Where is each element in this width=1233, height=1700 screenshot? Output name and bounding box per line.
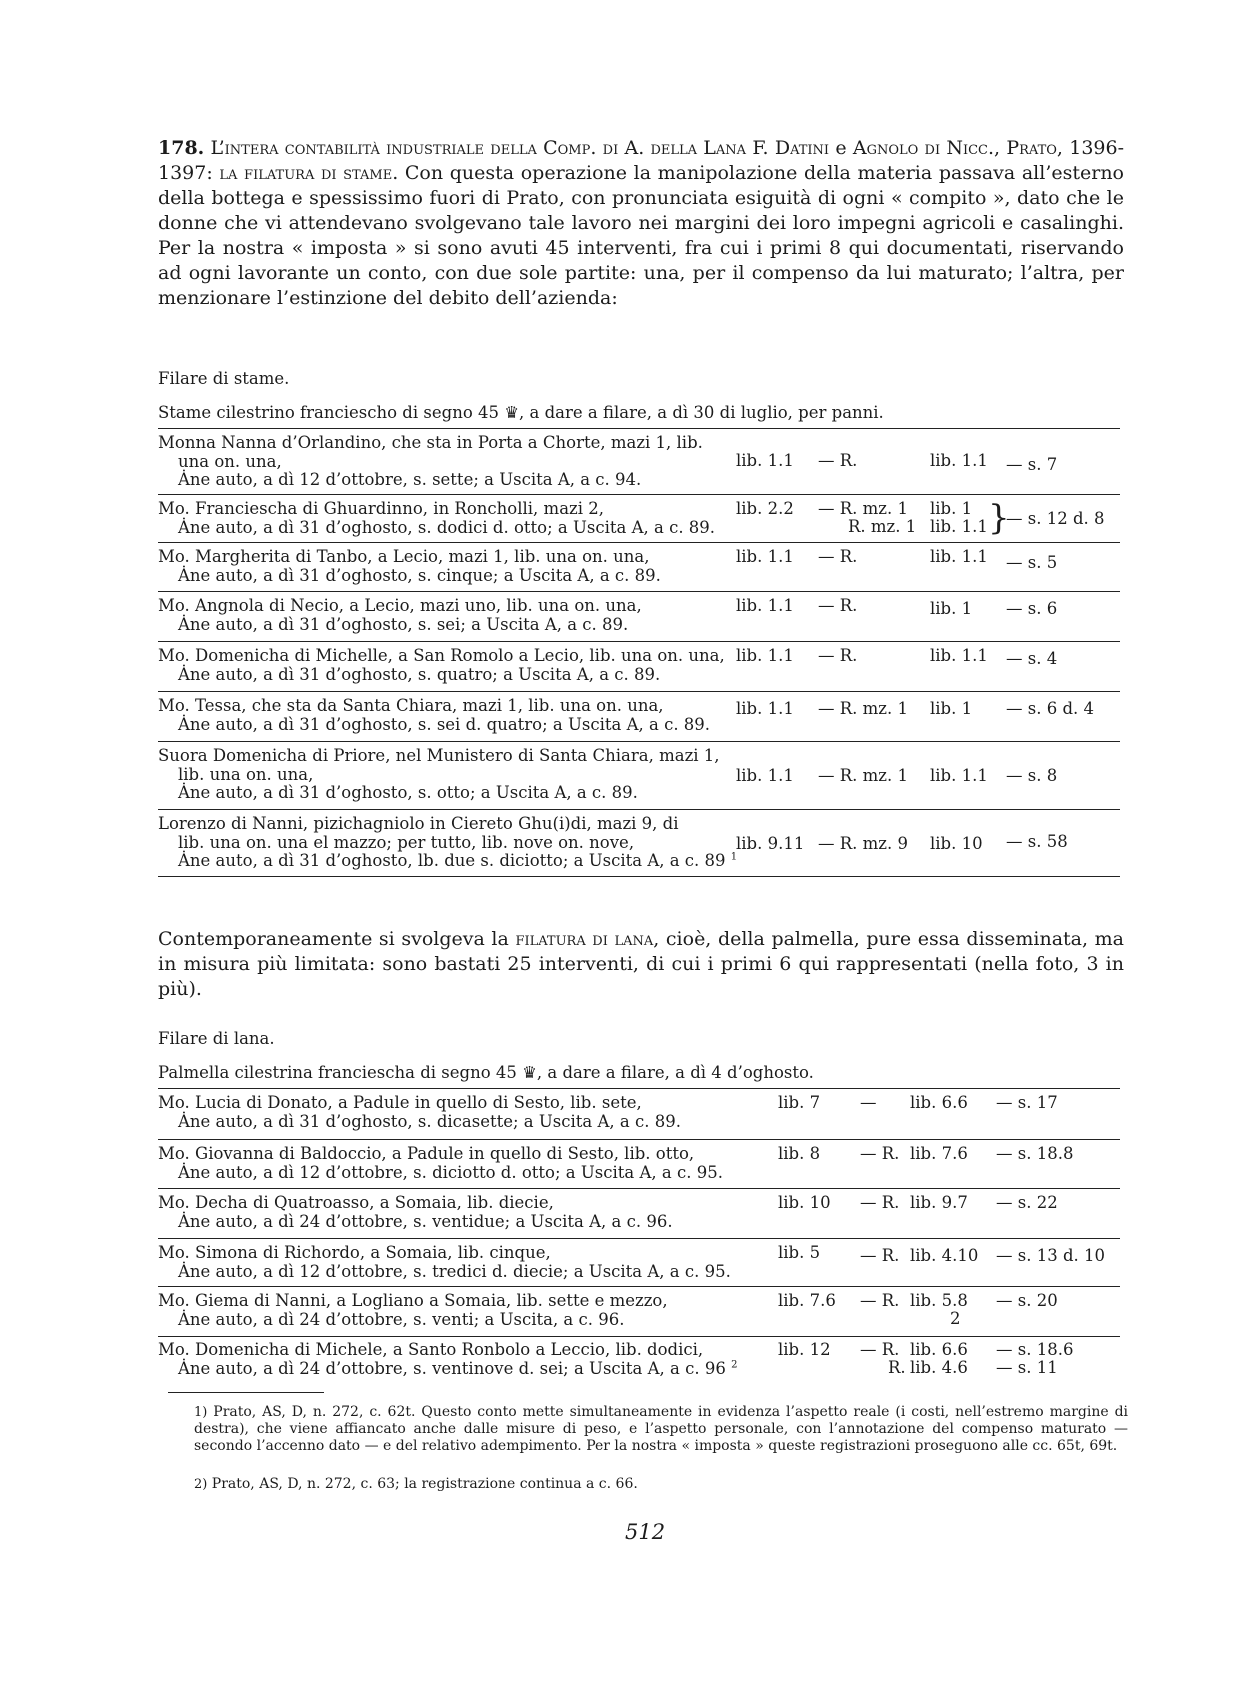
- body-paragraph: [158, 927, 1124, 1002]
- brace-icon: }: [988, 498, 1010, 538]
- entry-return: R. mz. 1: [848, 517, 917, 536]
- entry-line: Lorenzo di Nanni, pizichagniolo in Ciereto Ghu(i)di, mazi 9, di: [158, 814, 679, 833]
- ledger-entry: [158, 434, 1120, 490]
- entry-line: Ȧne auto, a dì 31 d’oghosto, s. sei d. quatro; a Uscita A, a c. 89.: [178, 714, 711, 734]
- entry-payment: — s. 22: [996, 1193, 1058, 1212]
- divider: [158, 428, 1120, 429]
- entry-weight: lib. 4.10: [910, 1246, 979, 1265]
- entry-weight: lib. 1: [930, 699, 973, 718]
- divider: [158, 542, 1120, 543]
- entry-payment: — s. 7: [1006, 455, 1058, 474]
- entry-payment: — s. 13 d. 10: [996, 1246, 1105, 1265]
- entry-weight: lib. 1.1: [930, 517, 988, 536]
- entry-quantity: lib. 1.1: [736, 596, 794, 615]
- entry-quantity: lib. 1.1: [736, 547, 794, 566]
- entry-return: — R.: [860, 1291, 900, 1310]
- entry-line: Ȧne auto, a dì 31 d’oghosto, s. sei; a Uscita A, a c. 89.: [178, 614, 629, 634]
- ledger-entry: [158, 815, 1120, 871]
- entry-payment: — s. 6: [1006, 599, 1058, 618]
- entry-payment: — s. 11: [996, 1358, 1058, 1377]
- entry-quantity: lib. 2.2: [736, 499, 794, 518]
- entry-weight: lib. 4.6: [910, 1358, 968, 1377]
- entry-quantity: lib. 8: [778, 1144, 821, 1163]
- footnote-reference: 2: [731, 1359, 738, 1370]
- entry-line: Ȧne auto, a dì 31 d’oghosto, s. otto; a Uscita A, a c. 89.: [178, 783, 638, 802]
- entry-return: — R.: [818, 547, 858, 566]
- divider: [158, 1088, 1120, 1089]
- section1-subtitle: Stame cilestrino francieschо di segno 45 ♛, a dare a filare, a dì 30 di luglio, per panni.: [158, 403, 884, 422]
- ledger-entry: [158, 747, 1120, 803]
- entry-quantity: lib. 1.1: [736, 451, 794, 470]
- entry-return: — R. mz. 1: [818, 499, 908, 518]
- entry-line: Mo. Simona di Richordo, a Somaia, lib. cinque,: [158, 1243, 551, 1262]
- entry-weight: lib. 1.1: [930, 547, 988, 566]
- entry-line: lib. una on. una,: [178, 764, 314, 784]
- section-title-1: L’intera contabilità industriale della Comp. di A. della Lana F. Datini: [210, 137, 830, 159]
- footnote: [194, 1404, 1128, 1455]
- entry-line: Mo. Domenicha di Michele, a Santo Ronbolo a Leccio, lib. dodici,: [158, 1340, 704, 1359]
- entry-line: Monna Nanna d’Orlandino, che sta in Porta a Chorte, mazi 1, lib.: [158, 433, 703, 452]
- ledger-entry: [158, 1145, 1120, 1182]
- entry-weight: lib. 1: [930, 599, 973, 618]
- divider: [158, 591, 1120, 592]
- entry-line: Ȧne auto, a dì 24 d’ottobre, s. ventinove d. sei; a Uscita A, a c. 96: [178, 1358, 726, 1378]
- entry-payment: — s. 18.6: [996, 1340, 1074, 1359]
- divider: [158, 876, 1120, 877]
- entry-return: — R.: [860, 1144, 900, 1163]
- entry-line: Mo. Decha di Quatroasso, a Somaia, lib. diecie,: [158, 1193, 554, 1212]
- entry-line: lib. una on. una el mazzo; per tutto, lib. nove on. nove,: [178, 832, 635, 852]
- section2-subtitle: Palmella cilestrina francieschа di segno 45 ♛, a dare a filare, a dì 4 d’oghosto.: [158, 1063, 814, 1082]
- ledger-entry: [158, 500, 1120, 537]
- footnote-text: Prato, AS, D, n. 272, c. 62t. Questo conto mette simultaneamente in evidenza l’aspetto reale (i costi, nell’estremo margine di destra), che viene affiancato anche dalle misure di peso, e l’aspetto personale, con l’annotazione del compenso maturato — secondo l’accenno dato — e del relativo adempimento. Per la nostra « imposta » queste registrazioni proseguono alle cc. 65t, 69t.: [194, 1404, 1129, 1454]
- entry-line: Mo. Giema di Nanni, a Logliano a Somaia, lib. sette e mezzo,: [158, 1291, 668, 1310]
- entry-line: Ȧne auto, a dì 24 d’ottobre, s. venti; a Uscita, a c. 96.: [178, 1309, 625, 1329]
- divider: [158, 1139, 1120, 1140]
- paragraph-text: cioè, della palmella, pure essa disseminata, ma in misura più limitata: sono bastati 25 interventi, di cui i primi 6 qui rappresentati (nella foto, 3 in più).: [158, 928, 1124, 1000]
- entry-payment: — s. 17: [996, 1093, 1058, 1112]
- entry-return: — R.: [860, 1340, 900, 1359]
- divider: [158, 641, 1120, 642]
- entry-line: Suora Domenicha di Priore, nel Munistero di Santa Chiara, mazi 1,: [158, 746, 720, 765]
- ledger-entry: [158, 597, 1120, 634]
- divider: [158, 494, 1120, 495]
- entry-line: Ȧne auto, a dì 31 d’oghosto, lb. due s. diciotto; a Uscita A, a c. 89: [178, 851, 726, 870]
- divider: [158, 809, 1120, 810]
- footnote-text: Prato, AS, D, n. 272, c. 63; la registrazione continua a c. 66.: [211, 1476, 638, 1492]
- entry-line: Ȧne auto, a dì 12 d’ottobre, s. sette; a Uscita A, a c. 94.: [178, 470, 642, 489]
- entry-payment: — s. 12 d. 8: [1006, 509, 1105, 528]
- ledger-entry: [158, 1292, 1120, 1329]
- entry-return: — R.: [860, 1193, 900, 1212]
- entry-line: Mo. Margherita di Tanbo, a Lecio, mazi 1, lib. una on. una,: [158, 547, 650, 566]
- entry-quantity: lib. 7: [778, 1093, 821, 1112]
- entry-weight: lib. 5.8: [910, 1291, 968, 1310]
- entry-quantity: lib. 10: [778, 1193, 831, 1212]
- entry-line: Ȧne auto, a dì 12 d’ottobre, s. diciotto d. otto; a Uscita A, a c. 95.: [178, 1162, 723, 1182]
- section-subject: la filatura di stame.: [219, 162, 399, 184]
- entry-payment: — s. 5: [1006, 553, 1058, 572]
- page-number: 512: [625, 1520, 666, 1544]
- entry-payment: — s. 6 d. 4: [1006, 699, 1094, 718]
- entry-line: Mo. Lucia di Donato, a Padule in quello di Sesto, lib. sete,: [158, 1093, 642, 1112]
- entry-return: — R. mz. 1: [818, 699, 908, 718]
- entry-weight: lib. 9.7: [910, 1193, 968, 1212]
- entry-line: Ȧne auto, a dì 31 d’oghosto, s. dodici d. otto; a Uscita A, a c. 89.: [178, 517, 716, 537]
- entry-weight: lib. 10: [930, 834, 983, 853]
- entry-return: — R. mz. 1: [818, 766, 908, 785]
- entry-weight: lib. 1.1: [930, 646, 988, 665]
- entry-line: una on. una,: [178, 451, 282, 471]
- entry-quantity: lib. 5: [778, 1243, 821, 1262]
- ledger-entry: [158, 697, 1120, 734]
- entry-line: Ȧne auto, a dì 31 d’oghosto, s. dicasette; a Uscita A, a c. 89.: [178, 1111, 681, 1131]
- entry-return: — R.: [818, 596, 858, 615]
- section-title-conj: e: [835, 137, 847, 159]
- entry-weight: lib. 6.6: [910, 1340, 968, 1359]
- entry-quantity: lib. 1.1: [736, 646, 794, 665]
- entry-return: — R.: [818, 646, 858, 665]
- footnote-divider: [168, 1392, 324, 1393]
- section-number: 178.: [158, 137, 205, 159]
- entry-payment: — s. 58: [1006, 832, 1068, 851]
- divider: [158, 1188, 1120, 1189]
- entry-payment: — s. 8: [1006, 766, 1058, 785]
- entry-return: R.: [888, 1358, 906, 1377]
- entry-line: Ȧne auto, a dì 12 d’ottobre, s. tredici d. diecie; a Uscita A, a c. 95.: [178, 1261, 731, 1281]
- entry-weight: lib. 7.6: [910, 1144, 968, 1163]
- entry-line: Mo. Domenicha di Michelle, a San Romolo a Lecio, lib. una on. una,: [158, 646, 725, 665]
- footnote-reference: 1: [730, 851, 738, 863]
- section1-label: Filare di stame.: [158, 369, 290, 388]
- divider: [158, 1336, 1120, 1337]
- ledger-entry: [158, 1341, 1120, 1378]
- entry-quantity: lib. 9.11: [736, 834, 805, 853]
- ledger-entry: [158, 1244, 1120, 1281]
- paragraph-highlight: filatura di lana,: [515, 928, 660, 950]
- entry-line: Ȧne auto, a dì 31 d’oghosto, s. quatro; a Uscita A, a c. 89.: [178, 664, 661, 684]
- ledger-entry: [158, 548, 1120, 585]
- entry-quantity: lib. 12: [778, 1340, 831, 1359]
- entry-return: — R. mz. 9: [818, 834, 908, 853]
- entry-payment: — s. 20: [996, 1291, 1058, 1310]
- entry-quantity: lib. 1.1: [736, 766, 794, 785]
- entry-weight-note: 2: [950, 1309, 961, 1328]
- footnote-mark: 2): [194, 1477, 208, 1492]
- entry-return: — R.: [818, 451, 858, 470]
- entry-payment: — s. 4: [1006, 649, 1058, 668]
- entry-line: Ȧne auto, a dì 31 d’oghosto, s. cinque; a Uscita A, a c. 89.: [178, 565, 661, 585]
- entry-weight: lib. 1.1: [930, 766, 988, 785]
- divider: [158, 691, 1120, 692]
- divider: [158, 1286, 1120, 1287]
- entry-return: — R.: [860, 1246, 900, 1265]
- entry-quantity: lib. 1.1: [736, 699, 794, 718]
- divider: [158, 1238, 1120, 1239]
- entry-line: Mo. Francieschа di Ghuardinno, in Roncholli, mazi 2,: [158, 499, 604, 518]
- entry-line: Ȧne auto, a dì 24 d’ottobre, s. ventidue; a Uscita A, a c. 96.: [178, 1211, 673, 1231]
- footnote-mark: 1): [194, 1405, 208, 1420]
- ledger-entry: [158, 647, 1120, 684]
- entry-payment: — s. 18.8: [996, 1144, 1074, 1163]
- entry-return: —: [860, 1093, 877, 1112]
- entry-weight: lib. 1: [930, 499, 973, 518]
- ledger-entry: [158, 1194, 1120, 1231]
- intro-body: Con questa operazione la manipolazione della materia passava all’esterno della bottega e spessissimo fuori di Prato, con pronunciata esiguità di ogni « compito », dato che le donne che vi attendevano svolgevano tale lavoro nei margini dei loro impegni agricoli e casalinghi. Per la nostra « imposta » si sono avuti 45 interventi, fra cui i primi 8 qui documentati, riservando ad ogni lavorante un conto, con due sole partite: una, per il compenso da lui maturato; l’altra, per menzionare l’estinzione del debito dell’azienda:: [158, 162, 1124, 309]
- intro-paragraph: [158, 136, 1124, 311]
- section2-label: Filare di lana.: [158, 1029, 275, 1048]
- paragraph-text: Contemporaneamente si svolgeva la: [158, 928, 509, 950]
- entry-weight: lib. 6.6: [910, 1093, 968, 1112]
- section-title-2: Agnolo di Nicc., Prato,: [852, 137, 1063, 159]
- divider: [158, 741, 1120, 742]
- entry-line: Mo. Angnola di Necio, a Lecio, mazi uno, lib. una on. una,: [158, 596, 642, 615]
- entry-line: Mo. Giovanna di Baldoccio, a Padule in quello di Sesto, lib. otto,: [158, 1144, 695, 1163]
- entry-line: Mo. Tessa, che sta da Santa Chiara, mazi 1, lib. una on. una,: [158, 696, 664, 715]
- footnote: [194, 1476, 1128, 1493]
- entry-quantity: lib. 7.6: [778, 1291, 836, 1310]
- entry-weight: lib. 1.1: [930, 451, 988, 470]
- ledger-entry: [158, 1094, 1120, 1131]
- section-years: 1396-1397:: [158, 137, 1125, 184]
